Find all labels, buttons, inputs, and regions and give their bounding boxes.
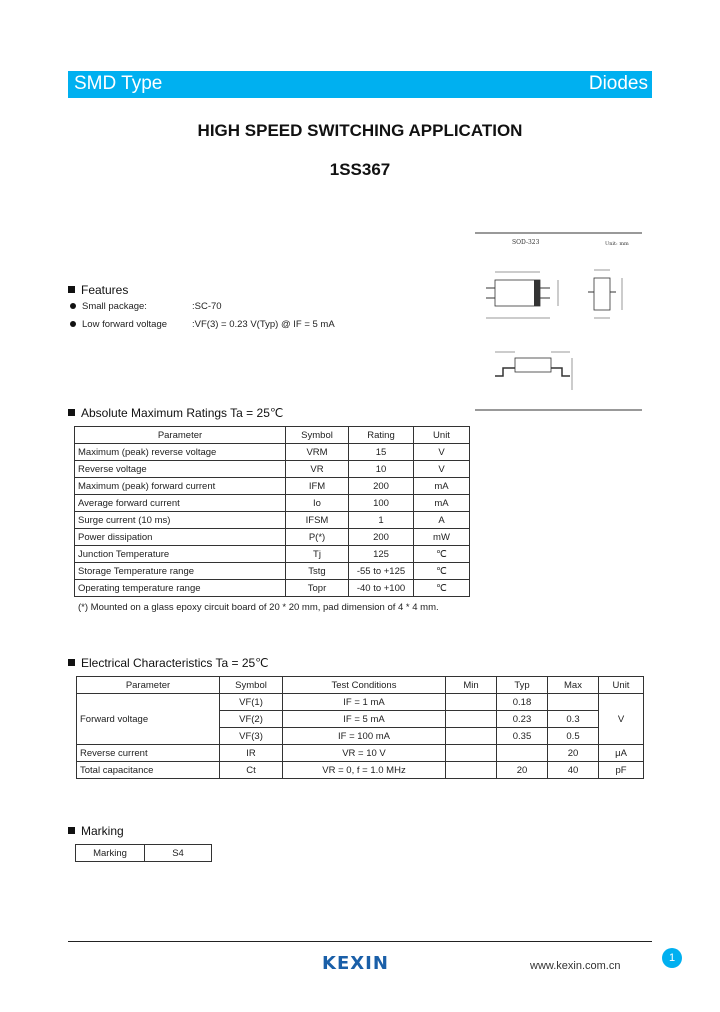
footer-url[interactable]: www.kexin.com.cn — [530, 960, 621, 972]
table-cell: 0.5 — [548, 728, 599, 745]
table-row — [77, 694, 644, 711]
abs-heading: Absolute Maximum Ratings Ta = 25℃ — [68, 406, 283, 420]
col-header: Typ — [497, 677, 548, 694]
table-cell: VF(1) — [220, 694, 283, 711]
table-cell: ℃ — [414, 563, 470, 580]
table-row — [75, 478, 470, 495]
table-row — [75, 546, 470, 563]
table-row — [77, 762, 644, 779]
header-right: Diodes — [588, 73, 648, 94]
table-cell: mA — [414, 495, 470, 512]
table-cell: 0.35 — [497, 728, 548, 745]
table-cell: IFSM — [286, 512, 349, 529]
col-header: Min — [446, 677, 497, 694]
col-header: Max — [548, 677, 599, 694]
table-header-row — [75, 427, 470, 444]
table-cell: Ct — [220, 762, 283, 779]
unit-label: Unit: mm — [605, 241, 629, 247]
marking-heading: Marking — [68, 824, 124, 838]
table-cell: Io — [286, 495, 349, 512]
table-cell: pF — [599, 762, 644, 779]
table-cell: IF = 1 mA — [283, 694, 446, 711]
table-cell: Total capacitance — [77, 762, 220, 779]
feature-item — [70, 319, 167, 330]
table-row — [75, 444, 470, 461]
table-cell: IF = 5 mA — [283, 711, 446, 728]
table-cell — [446, 745, 497, 762]
table-cell: 0.18 — [497, 694, 548, 711]
table-cell: 15 — [349, 444, 414, 461]
table-cell — [446, 694, 497, 711]
table-cell: 0.23 — [497, 711, 548, 728]
marking-table — [75, 844, 212, 862]
table-cell: 125 — [349, 546, 414, 563]
table-cell: Power dissipation — [75, 529, 286, 546]
table-cell: -55 to +125 — [349, 563, 414, 580]
abs-note: (*) Mounted on a glass epoxy circuit board of 20 * 20 mm, pad dimension of 4 * 4 mm. — [78, 602, 439, 613]
table-cell: IF = 100 mA — [283, 728, 446, 745]
table-cell: Storage Temperature range — [75, 563, 286, 580]
abs-ratings-table — [74, 426, 470, 597]
table-cell: Reverse voltage — [75, 461, 286, 478]
table-row — [75, 495, 470, 512]
col-header: Parameter — [75, 427, 286, 444]
table-cell: Surge current (10 ms) — [75, 512, 286, 529]
header-banner — [68, 71, 652, 98]
table-cell: 0.3 — [548, 711, 599, 728]
feature-item — [70, 301, 147, 312]
feature-value: :SC-70 — [192, 301, 222, 312]
bullet-square-icon — [68, 286, 75, 293]
bullet-square-icon — [68, 409, 75, 416]
table-cell: Junction Temperature — [75, 546, 286, 563]
table-cell: ℃ — [414, 546, 470, 563]
bullet-square-icon — [68, 827, 75, 834]
table-cell: 1 — [349, 512, 414, 529]
table-cell — [497, 745, 548, 762]
table-cell: Average forward current — [75, 495, 286, 512]
col-header: Symbol — [286, 427, 349, 444]
footer-divider — [68, 941, 652, 942]
table-cell: Topr — [286, 580, 349, 597]
table-cell: 20 — [497, 762, 548, 779]
table-cell: Maximum (peak) forward current — [75, 478, 286, 495]
table-cell: Reverse current — [77, 745, 220, 762]
col-header: Unit — [414, 427, 470, 444]
table-cell: 200 — [349, 529, 414, 546]
features-heading: Features — [68, 283, 128, 297]
table-cell: 40 — [548, 762, 599, 779]
part-number: 1SS367 — [329, 160, 391, 179]
elec-heading: Electrical Characteristics Ta = 25℃ — [68, 656, 269, 670]
table-cell: P(*) — [286, 529, 349, 546]
table-row — [75, 563, 470, 580]
table-cell: A — [414, 512, 470, 529]
table-cell: Maximum (peak) reverse voltage — [75, 444, 286, 461]
col-header: Symbol — [220, 677, 283, 694]
table-cell: 200 — [349, 478, 414, 495]
table-cell: IR — [220, 745, 283, 762]
table-cell: 100 — [349, 495, 414, 512]
table-cell: mW — [414, 529, 470, 546]
table-cell — [446, 711, 497, 728]
package-label: SOD-323 — [512, 239, 540, 246]
table-cell: VF(3) — [220, 728, 283, 745]
forward-voltage-label: Forward voltage — [77, 694, 220, 745]
table-row — [75, 461, 470, 478]
feature-value: :VF(3) = 0.23 V(Typ) @ IF = 5 mA — [192, 319, 335, 330]
table-cell: 10 — [349, 461, 414, 478]
table-row — [76, 845, 212, 862]
package-diagram — [470, 230, 645, 415]
feature-label: Small package: — [82, 301, 147, 312]
table-cell: Tj — [286, 546, 349, 563]
elec-char-table — [76, 676, 644, 779]
table-cell: μA — [599, 745, 644, 762]
header-left: SMD Type — [74, 73, 163, 94]
bullet-dot-icon — [70, 303, 76, 309]
table-cell — [446, 728, 497, 745]
table-cell — [446, 762, 497, 779]
table-row — [75, 580, 470, 597]
table-cell: mA — [414, 478, 470, 495]
table-cell: VF(2) — [220, 711, 283, 728]
table-cell: Operating temperature range — [75, 580, 286, 597]
col-header: Parameter — [77, 677, 220, 694]
table-row — [75, 512, 470, 529]
table-cell: Tstg — [286, 563, 349, 580]
table-header-row — [77, 677, 644, 694]
table-cell: -40 to +100 — [349, 580, 414, 597]
table-cell: ℃ — [414, 580, 470, 597]
col-header: Rating — [349, 427, 414, 444]
table-row — [77, 745, 644, 762]
table-cell: VRM — [286, 444, 349, 461]
table-cell: 20 — [548, 745, 599, 762]
table-cell: VR = 0, f = 1.0 MHz — [283, 762, 446, 779]
kexin-logo: KEXIN — [322, 953, 389, 974]
doc-title: HIGH SPEED SWITCHING APPLICATION — [197, 121, 523, 140]
table-cell: VR — [286, 461, 349, 478]
table-cell: V — [414, 444, 470, 461]
marking-value: S4 — [145, 845, 212, 862]
table-cell: VR = 10 V — [283, 745, 446, 762]
marking-label: Marking — [76, 845, 145, 862]
page-number: 1 — [662, 948, 682, 968]
table-cell: IFM — [286, 478, 349, 495]
table-cell: V — [414, 461, 470, 478]
col-header: Test Conditions — [283, 677, 446, 694]
feature-label: Low forward voltage — [82, 319, 168, 330]
table-row — [75, 529, 470, 546]
col-header: Unit — [599, 677, 644, 694]
forward-voltage-unit: V — [599, 694, 644, 745]
bullet-dot-icon — [70, 321, 76, 327]
table-cell — [548, 694, 599, 711]
bullet-square-icon — [68, 659, 75, 666]
